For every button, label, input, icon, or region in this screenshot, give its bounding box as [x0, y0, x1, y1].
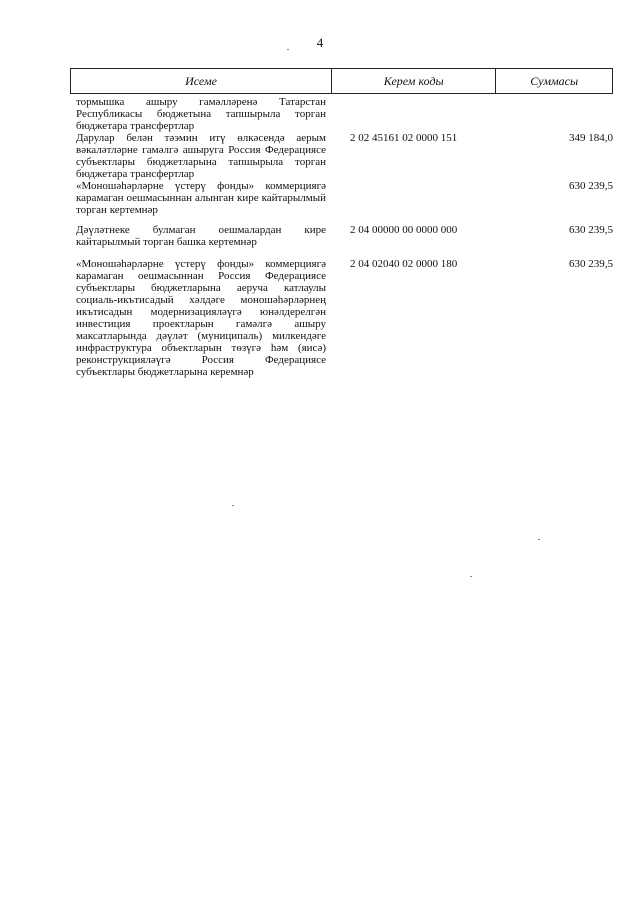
scan-speck	[470, 576, 472, 577]
scan-speck	[287, 49, 289, 50]
row-name: тормышка ашыру гамәлләренә Татарстан Республикасы бюджетына тапшырыла торган бюджетара трансфертлар	[76, 96, 326, 132]
table-row	[70, 96, 613, 132]
row-name: «Моношәһәрләрне үстерү фонды» коммерциягә карамаган оешмасыннан алынган кире кайтарылмый торган кертемнәр	[76, 180, 326, 216]
revenue-table	[70, 68, 613, 378]
row-name: Дарулар белән тәэмин итү өлкәсендә аерым вәкаләтләрне гамәлгә ашыруга Россия Федерациясе субъектлары бюджетларына тапшырыла торган бюджетара трансфертлар	[76, 132, 326, 180]
row-name: «Моношәһәрләрне үстерү фонды» коммерциягә карамаган оешмасыннан Россия Федерациясе субъектлары бюджетларына аеруча катлаулы социаль-икътисадый хәлдәге моношәһәрләрнең икътисадын модернизацияләүгә юнәлдерелгән инвестиция проектларын гамәлгә ашыру максатларында дәүләт (муниципаль) милкендәге инфраструктура объектларын төзүгә һәм (яисә) реконструкцияләүгә Россия Федерациясе субъектлары бюджетларына керемнәр	[76, 258, 326, 378]
row-code: 2 04 00000 00 0000 000	[350, 224, 458, 236]
row-name: Дәүләтнеке булмаган оешмалардан кире кайтарылмый торган башка кертемнәр	[76, 224, 326, 248]
table-row	[70, 258, 613, 378]
table-header	[70, 68, 613, 94]
row-code	[332, 96, 497, 132]
row-code: 2 02 45161 02 0000 151	[350, 132, 458, 144]
header-sum: Суммасы	[530, 73, 579, 88]
table-row	[70, 180, 613, 216]
page-number: 4	[316, 35, 324, 50]
table-row	[70, 224, 613, 248]
row-sum: 349 184,0	[569, 132, 613, 144]
header-name: Исеме	[71, 69, 332, 93]
header-code: Керем коды	[332, 69, 496, 93]
row-sum	[497, 96, 613, 132]
table-row	[70, 132, 613, 180]
row-code: 2 04 02040 02 0000 180	[350, 258, 458, 270]
scan-speck	[538, 539, 540, 540]
row-sum: 630 239,5	[569, 224, 613, 236]
row-sum: 630 239,5	[569, 258, 613, 270]
scan-speck	[232, 505, 234, 506]
row-code	[332, 180, 497, 216]
row-sum: 630 239,5	[569, 180, 613, 192]
